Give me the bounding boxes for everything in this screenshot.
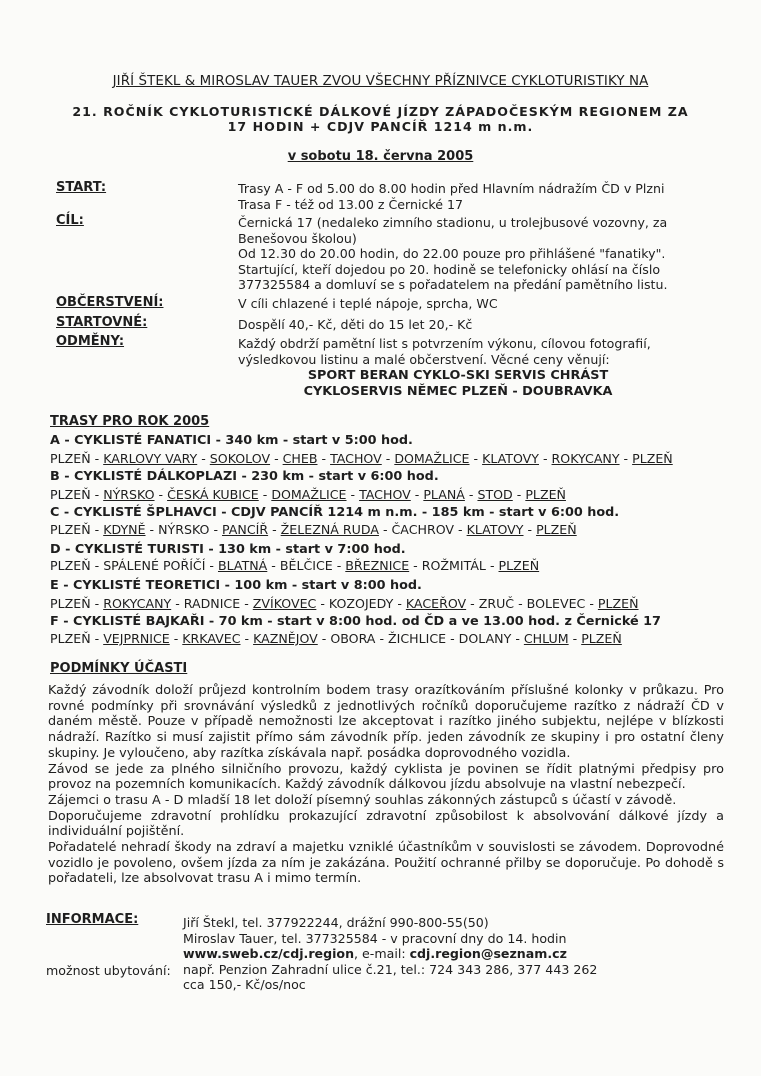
route-separator: - [619, 451, 633, 466]
accommodation-line: např. Penzion Zahradní ulice č.21, tel.: 724 343 286, 377 443 262 [183, 961, 598, 977]
route-separator: - [464, 487, 478, 502]
route-stop: DOLANY [458, 631, 512, 646]
routes-title: TRASY PRO ROK 2005 [50, 414, 210, 429]
refreshment-value: V cíli chlazené i teplé nápoje, sprcha, WC [238, 296, 498, 311]
sponsor: CYKLOSERVIS NĚMEC PLZEŇ - DOUBRAVKA [303, 384, 613, 399]
route-separator: - [90, 558, 104, 573]
route-separator: - [240, 631, 254, 646]
website-link[interactable]: www.sweb.cz/cdj.region [183, 946, 355, 961]
finish-line: Benešovou školou) [238, 230, 357, 246]
route-separator: - [171, 596, 184, 611]
route-stop: KOZOJEDY [328, 596, 394, 611]
route-f-title: F - CYKLISTÉ BAJKAŘI - 70 km - start v 8:00 hod. od ČD a ve 13.00 hod. z Černické 17 [50, 614, 661, 629]
route-separator: - [316, 596, 329, 611]
start-label: START: [56, 180, 107, 195]
route-stop: PLZEŇ [632, 451, 673, 466]
route-stop: BŘEZNICE [345, 558, 410, 573]
route-separator: - [469, 451, 483, 466]
route-stop: ŽICHLICE [388, 631, 447, 646]
start-line: Trasy A - F od 5.00 do 8.00 hodin před Hlavním nádražím ČD v Plzni [238, 181, 665, 196]
route-stop: SPÁLENÉ POŘÍČÍ [103, 558, 206, 573]
route-stop: KAZNĚJOV [253, 631, 318, 646]
route-stop: PLZEŇ [597, 596, 639, 611]
route-stop: PLZEŇ [50, 487, 91, 502]
route-stop: PLZEŇ [525, 487, 566, 502]
route-separator: - [205, 558, 218, 573]
route-separator: - [485, 558, 499, 573]
route-separator: - [90, 631, 104, 646]
start-line: Trasa F - též od 13.00 z Černické 17 [238, 196, 464, 212]
finish-line: Startující, kteří dojedou po 20. hodině se telefonicky ohlásí na číslo [238, 261, 661, 277]
route-stop: SOKOLOV [209, 451, 271, 466]
entry-fee-value: Dospělí 40,- Kč, děti do 15 let 20,- Kč [238, 317, 473, 332]
route-separator: - [268, 522, 281, 537]
route-stop: CHEB [282, 451, 318, 466]
entry-fee-label: STARTOVNÉ: [56, 315, 148, 330]
sponsor: SPORT BERAN CYKLO-SKI SERVIS CHRÁST [307, 368, 609, 383]
route-separator: - [454, 522, 467, 537]
route-separator: - [154, 487, 168, 502]
rewards-line: Každý obdrží pamětní list s potvrzením výkonu, cílovou fotografií, [238, 336, 651, 351]
route-stop: KACEŘOV [405, 596, 467, 611]
route-separator: - [169, 631, 183, 646]
finish-line: Od 12.30 do 20.00 hodin, do 22.00 pouze pro přihlášené "fanatiky". [238, 246, 666, 261]
route-stop: PLZEŇ [50, 558, 91, 573]
route-stop: DOMAŽLICE [394, 451, 470, 466]
route-stop: OBORA [330, 631, 376, 646]
route-separator: - [585, 596, 598, 611]
route-f-stops [50, 631, 622, 646]
finish-line: Černická 17 (nedaleko zimního stadionu, u trolejbusové vozovny, za [238, 215, 668, 230]
email-link[interactable]: cdj.region@seznam.cz [409, 946, 567, 961]
route-stop: PLZEŇ [498, 558, 540, 573]
event-date: v sobotu 18. června 2005 [287, 149, 474, 164]
route-stop: ČACHROV [391, 522, 455, 537]
accommodation-label: možnost ubytování: [46, 963, 171, 978]
route-stop: DOMAŽLICE [271, 487, 347, 502]
route-stop: STOD [477, 487, 513, 502]
route-separator: - [90, 522, 104, 537]
route-stop: PLANÁ [423, 487, 465, 502]
route-e-stops [50, 596, 639, 611]
route-separator: - [410, 487, 424, 502]
route-separator: - [258, 487, 272, 502]
route-separator: - [317, 631, 331, 646]
route-c-stops [50, 522, 577, 537]
route-a-stops [50, 451, 673, 466]
route-stop: ŽELEZNÁ RUDA [280, 522, 379, 537]
route-stop: RADNICE [183, 596, 241, 611]
route-separator: - [317, 451, 331, 466]
route-stop: PLZEŇ [581, 631, 622, 646]
route-separator: - [332, 558, 346, 573]
route-stop: VEJPRNICE [103, 631, 170, 646]
route-b-stops [50, 487, 566, 502]
finish-value [238, 215, 668, 293]
route-d-stops [50, 558, 539, 573]
route-separator: - [409, 558, 422, 573]
route-separator: - [466, 596, 479, 611]
conditions-paragraph: Každý závodník doloží průjezd kontrolním bodem trasy orazítkováním příslušné kolonky v průkazu. Pro rovné podmínky při srovnávání výsledků z jednotlivých ročníků doporučujeme razítko z nádraží ČD v daném městě. Pouze v případě nemožnosti lze akceptovat i razítko jiného subjektu, nejlépe v blízkosti nádraží. Razítko si musí zajistit přímo sám závodník příp. jeden závodník ze skupiny i pro ostatní členy skupiny. Je vyloučeno, aby razítka získávala např. posádka doprovodného vozidla. [48, 683, 724, 761]
route-stop: ROKYCANY [103, 596, 172, 611]
route-stop: PANCÍŘ [222, 522, 269, 537]
invitation-line: JIŘÍ ŠTEKL & MIROSLAV TAUER ZVOU VŠECHNY PŘÍZNIVCE CYKLOTURISTIKY NA [112, 74, 649, 89]
route-c-title: C - CYKLISTÉ ŠPLHAVCI - CDJV PANCÍŘ 1214 m n.m. - 185 km - start v 6:00 hod. [50, 505, 620, 520]
route-a-title: A - CYKLISTÉ FANATICI - 340 km - start v 5:00 hod. [50, 433, 413, 448]
route-separator: - [145, 522, 159, 537]
route-stop: PLZEŇ [50, 522, 91, 537]
conditions-title: PODMÍNKY ÚČASTI [50, 661, 188, 676]
route-separator: - [90, 487, 104, 502]
refreshment-label: OBČERSTVENÍ: [56, 295, 164, 310]
event-title-line2: 17 HODIN + CDJV PANCÍŘ 1214 m n.m. [227, 119, 534, 134]
route-stop: ROŽMITÁL [421, 558, 486, 573]
conditions-text [48, 683, 724, 887]
route-stop: TACHOV [330, 451, 382, 466]
route-separator: - [378, 522, 392, 537]
route-stop: PLZEŇ [50, 451, 91, 466]
rewards-line: výsledkovou listinu a malé občerstvení. Věcné ceny věnují: [238, 351, 610, 367]
conditions-paragraph: Závod se jede za plného silničního provozu, každý cyklista je povinen se řídit platnými předpisy pro provoz na pozemních komunikacích. Každý závodník dálkovou jízdu absolvuje na vlastní nebezpečí. [48, 761, 724, 793]
web-email-line [183, 946, 597, 962]
contact-line: Miroslav Tauer, tel. 377325584 - v pracovní dny do 14. hodin [183, 930, 567, 946]
route-separator: - [90, 596, 104, 611]
info-label: INFORMACE: [46, 912, 139, 927]
route-b-title: B - CYKLISTÉ DÁLKOPLAZI - 230 km - start v 6:00 hod. [50, 469, 439, 484]
email-label: , e-mail: [354, 946, 410, 961]
route-separator: - [197, 451, 210, 466]
route-stop: PLZEŇ [50, 596, 91, 611]
route-stop: CHLUM [523, 631, 569, 646]
route-separator: - [375, 631, 388, 646]
route-stop: KLATOVY [482, 451, 539, 466]
route-e-title: E - CYKLISTÉ TEORETICI - 100 km - start v 8:00 hod. [50, 578, 422, 593]
route-stop: PLZEŇ [50, 631, 91, 646]
route-separator: - [514, 596, 527, 611]
route-separator: - [267, 558, 280, 573]
finish-label: CÍL: [56, 213, 84, 228]
rewards-value [238, 336, 651, 367]
rewards-label: ODMĚNY: [56, 334, 125, 349]
conditions-paragraph: Zájemci o trasu A - D mladší 18 let doloží písemný souhlas zákonných zástupců s účastí v závodě. [48, 792, 677, 808]
finish-line: 377325584 a domluví se s pořadatelem na předání pamětního listu. [238, 277, 668, 292]
accommodation-price: cca 150,- Kč/os/noc [183, 977, 306, 992]
route-separator: - [381, 451, 395, 466]
route-separator: - [270, 451, 283, 466]
conditions-paragraph: Doporučujeme zdravotní prohlídku prokazující zdravotní způsobilost k absolvování dálkové jízdy a individuální pojištění. [48, 808, 724, 840]
route-stop: ROKYCANY [551, 451, 620, 466]
contact-line: Jiří Štekl, tel. 377922244, drážní 990-800-55(50) [183, 915, 489, 930]
info-block [183, 915, 597, 993]
route-stop: KDYNĚ [103, 522, 146, 537]
route-stop: TACHOV [359, 487, 411, 502]
route-stop: KRKAVEC [182, 631, 241, 646]
route-stop: BĚLČICE [279, 558, 333, 573]
route-separator: - [538, 451, 552, 466]
route-separator: - [240, 596, 253, 611]
route-separator: - [512, 487, 526, 502]
route-separator: - [90, 451, 104, 466]
event-title-line1: 21. ROČNÍK CYKLOTURISTICKÉ DÁLKOVÉ JÍZDY ZÁPADOČESKÝM REGIONEM ZA [72, 104, 689, 119]
route-separator: - [393, 596, 406, 611]
conditions-paragraph: Pořadatelé nehradí škody na zdraví a majetku vzniklé účastníkům v souvislosti se závodem. Doprovodné vozidlo je povoleno, ovšem jízda za ním je zakázána. Použití ochranné přilby se doporučuje. Po dohodě s pořadateli, lze absolvovat trasu A i mimo termín. [48, 840, 724, 887]
route-separator: - [511, 631, 524, 646]
route-stop: PLZEŇ [536, 522, 577, 537]
route-separator: - [568, 631, 582, 646]
route-stop: ZVÍKOVEC [252, 596, 317, 611]
route-stop: NÝRSKO [158, 522, 210, 537]
route-stop: ČESKÁ KUBICE [167, 487, 259, 502]
route-separator: - [523, 522, 537, 537]
route-stop: NÝRSKO [103, 487, 155, 502]
start-value [238, 181, 664, 212]
route-separator: - [446, 631, 459, 646]
route-d-title: D - CYKLISTÉ TURISTI - 130 km - start v 7:00 hod. [50, 542, 406, 557]
route-stop: KLATOVY [466, 522, 524, 537]
route-stop: ZRUČ [478, 596, 515, 611]
route-separator: - [209, 522, 222, 537]
route-stop: BLATNÁ [217, 558, 268, 573]
route-stop: KARLOVY VARY [103, 451, 198, 466]
route-separator: - [346, 487, 360, 502]
route-stop: BOLEVEC [526, 596, 586, 611]
